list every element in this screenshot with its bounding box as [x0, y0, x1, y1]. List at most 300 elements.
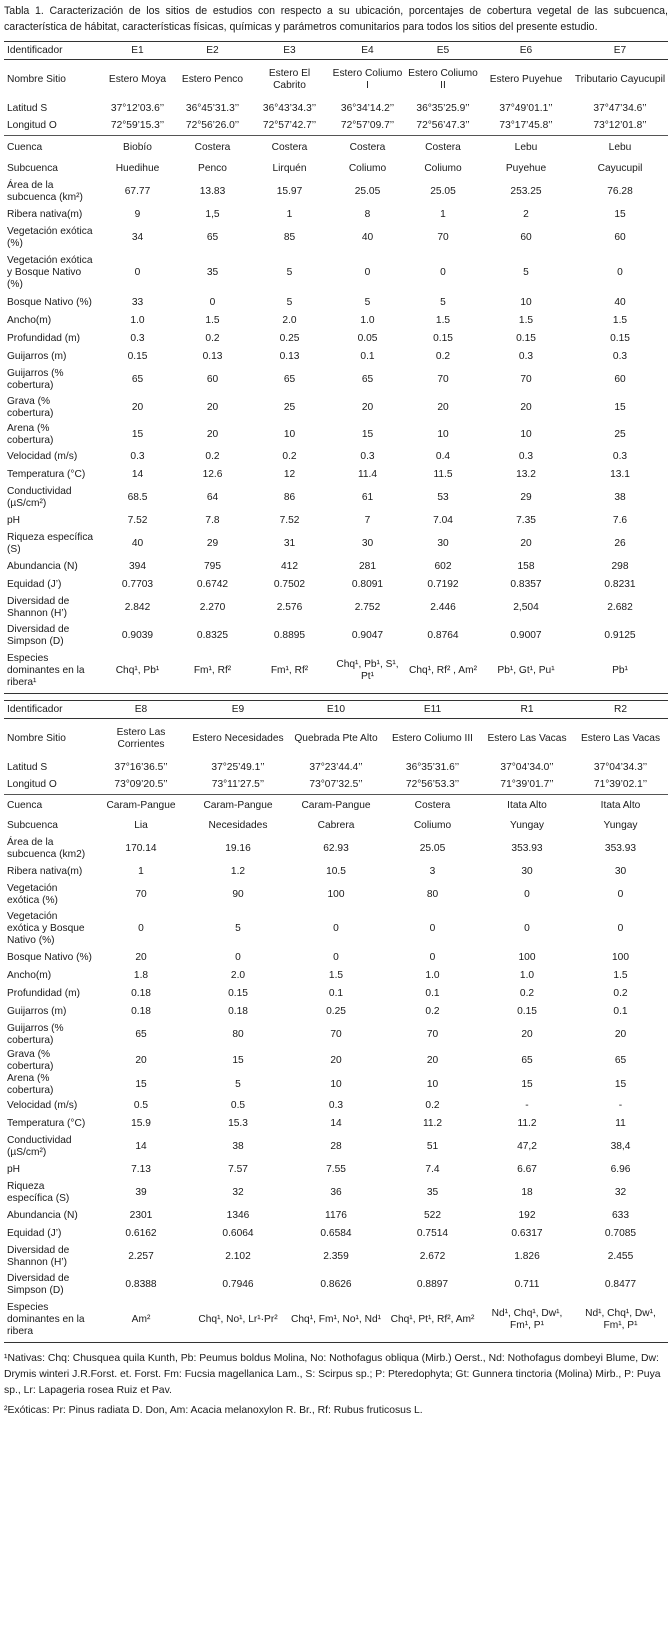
- table-cell: Estero Las Corrientes: [116, 726, 166, 750]
- table-row: [4, 1003, 668, 1021]
- table-cell: 7.04: [433, 514, 453, 526]
- table-cell: 0: [134, 266, 141, 278]
- row-label: Bosque Nativo (%): [7, 296, 92, 308]
- table-row: [4, 178, 668, 206]
- table-cell: 0.8895: [273, 629, 306, 641]
- table-cell: 1.5: [613, 969, 628, 981]
- table-cell: 7.55: [326, 1163, 346, 1175]
- table-cell: 36°35’31.6’’: [405, 761, 460, 773]
- table-row: [4, 466, 668, 484]
- table-cell: 0.7703: [121, 578, 154, 590]
- table-cell: 15: [131, 428, 144, 440]
- table-cell: 72°59’15.3’’: [110, 120, 165, 132]
- table-cell: 5: [523, 266, 529, 278]
- table-cell: 0.2: [282, 450, 297, 462]
- table-row: [4, 909, 668, 949]
- table-cell: 20: [614, 1028, 627, 1040]
- table-cell: 158: [517, 560, 535, 572]
- table-cell: 10: [520, 296, 532, 308]
- table-cell: Puyehue: [505, 162, 547, 174]
- table-cell: Fm¹, Rf²: [175, 650, 250, 694]
- table-cell: 14: [330, 1117, 342, 1129]
- table-cell: 15: [135, 1078, 147, 1090]
- table-cell: 60: [614, 231, 626, 243]
- table-cell: Costera: [250, 136, 329, 160]
- row-label: Especies dominantes en la ribera¹: [4, 650, 100, 694]
- table-row: [4, 366, 668, 394]
- table-part-2: [4, 700, 668, 1343]
- table-cell: Biobío: [100, 136, 175, 160]
- table-row: [4, 448, 668, 466]
- table-cell: 0.7946: [222, 1278, 254, 1290]
- row-label: Equidad (J’): [7, 578, 62, 590]
- header-row: [4, 701, 668, 719]
- table-row: [4, 484, 668, 512]
- table-cell: 40: [614, 296, 626, 308]
- table-row: [4, 1243, 668, 1271]
- row-label: Cuenca: [4, 795, 94, 817]
- table-cell: 0.8388: [125, 1278, 157, 1290]
- table-cell: 20: [361, 401, 374, 413]
- table-cell: 72°56’47.3’’: [416, 120, 470, 132]
- table-cell: Coliumo: [413, 819, 452, 831]
- row-label: Longitud O: [7, 779, 57, 791]
- column-header: R2: [573, 701, 668, 719]
- table-cell: 0.6162: [125, 1227, 157, 1239]
- table-cell: 0.7085: [604, 1227, 637, 1239]
- table-cell: 0: [429, 922, 436, 934]
- table-cell: 15.9: [131, 1117, 151, 1129]
- table-cell: 0.7514: [416, 1227, 449, 1239]
- table-cell: 0.8357: [510, 578, 542, 590]
- table-cell: 2.0: [282, 314, 297, 326]
- table-cell: 795: [204, 560, 221, 572]
- table-cell: 13.83: [199, 185, 226, 197]
- table-cell: 1.5: [518, 314, 534, 326]
- table-cell: 32: [232, 1186, 244, 1198]
- table-cell: 80: [232, 1028, 244, 1040]
- table-cell: Estero Las Vacas: [487, 732, 567, 744]
- table-cell: Necesidades: [208, 819, 268, 831]
- table-cell: 32: [614, 1186, 627, 1198]
- table-cell: 0.3: [328, 1099, 344, 1111]
- table-cell: Estero Necesidades: [192, 732, 284, 744]
- table-cell: 0.05: [357, 332, 378, 344]
- table-cell: 15: [521, 1078, 533, 1090]
- table-cell: 0: [333, 951, 339, 963]
- table-cell: 34: [131, 231, 144, 243]
- table-cell: 13.2: [516, 468, 536, 480]
- row-label: Guijarros (% cobertura): [7, 1022, 64, 1046]
- footnotes: [4, 1351, 668, 1419]
- table-cell: 2.842: [124, 601, 151, 613]
- table-cell: Caram-Pangue: [188, 795, 288, 817]
- table-cell: 60: [520, 231, 532, 243]
- table-cell: 65: [521, 1054, 533, 1066]
- footnote-exoticas: [4, 1403, 668, 1419]
- table-cell: 15: [614, 401, 626, 413]
- table-cell: 71°39’02.1’’: [593, 779, 648, 791]
- table-cell: 70: [437, 231, 449, 243]
- table-cell: Lebu: [572, 136, 668, 160]
- table-cell: 30: [437, 537, 449, 549]
- document-page: [4, 3, 668, 1423]
- table-cell: 0.8231: [604, 578, 636, 590]
- table-cell: 33: [131, 296, 144, 308]
- table-cell: 0.3: [130, 332, 145, 344]
- table-row: [4, 252, 668, 294]
- table-cell: Coliumo: [348, 162, 387, 174]
- table-cell: 76.28: [607, 185, 633, 197]
- table-cell: 37°12’03.6’’: [110, 102, 165, 114]
- table-cell: Itata Alto: [481, 795, 573, 817]
- row-label: Velocidad (m/s): [7, 450, 78, 462]
- table-cell: 19.16: [225, 842, 251, 854]
- table-cell: 5: [364, 296, 371, 308]
- table-row: [4, 795, 668, 817]
- table-cell: 13.1: [610, 468, 630, 480]
- row-label: Subcuenca: [7, 819, 58, 831]
- table-cell: 0.9047: [351, 629, 384, 641]
- table-cell: 2.682: [607, 601, 633, 613]
- table-cell: 38: [614, 491, 626, 503]
- header-label: Identificador: [4, 42, 100, 60]
- table-cell: 73°09’20.5’’: [114, 779, 168, 791]
- table-cell: 1176: [325, 1209, 347, 1221]
- table-1-body: [4, 60, 668, 694]
- table-cell: 2.270: [199, 601, 226, 613]
- table-cell: 20: [135, 951, 147, 963]
- table-cell: 6.67: [517, 1163, 537, 1175]
- table-cell: 0.8626: [320, 1278, 352, 1290]
- table-row: [4, 622, 668, 650]
- table-cell: 0.13: [202, 350, 223, 362]
- table-cell: 0.2: [205, 450, 220, 462]
- table-cell: 25.05: [354, 185, 381, 197]
- table-cell: -: [525, 1099, 529, 1111]
- table-cell: 61: [361, 491, 374, 503]
- row-label: Profundidad (m): [7, 332, 81, 344]
- table-row: [4, 817, 668, 835]
- table-cell: 5: [286, 266, 293, 278]
- table-cell: 36°45’31.3’’: [185, 102, 240, 114]
- table-cell: 2.359: [323, 1250, 349, 1262]
- table-2-header: [4, 701, 668, 719]
- table-row: [4, 719, 668, 759]
- table-row: [4, 100, 668, 118]
- table-cell: 1,5: [205, 208, 220, 220]
- table-cell: 0.6064: [222, 1227, 254, 1239]
- table-cell: Pb¹, Gt¹, Pu¹: [480, 650, 572, 694]
- table-cell: Nd¹, Chq¹, Dw¹, Fm¹, P¹: [481, 1299, 573, 1343]
- table-cell: 412: [281, 560, 298, 572]
- row-label: Diversidad de Shannon (H’): [7, 1244, 70, 1268]
- table-cell: 80: [426, 888, 439, 900]
- table-cell: 1: [286, 208, 293, 220]
- table-cell: 0.8477: [604, 1278, 637, 1290]
- table-cell: 20: [131, 401, 144, 413]
- row-label: Nombre Sitio: [7, 732, 66, 744]
- table-row: [4, 881, 668, 909]
- table-cell: 15.3: [228, 1117, 248, 1129]
- column-header: E1: [100, 42, 175, 60]
- table-row: [4, 160, 668, 178]
- table-cell: Costera: [329, 136, 406, 160]
- row-label: Cuenca: [4, 136, 100, 160]
- row-label: Vegetación exótica y Bosque Nativo (%): [7, 254, 93, 290]
- table-cell: 0.25: [279, 332, 300, 344]
- table-cell: 2: [523, 208, 529, 220]
- table-cell: 0.2: [205, 332, 220, 344]
- table-cell: 11.5: [433, 468, 453, 480]
- table-cell: Chq¹, No¹, Lr¹·Pr²: [188, 1299, 288, 1343]
- table-cell: 71°39’01.7’’: [500, 779, 554, 791]
- table-row: [4, 576, 668, 594]
- table-cell: 2.455: [607, 1250, 634, 1262]
- row-label: Conductividad (µS/cm²): [7, 1134, 72, 1158]
- table-cell: 0.1: [425, 987, 440, 999]
- table-cell: 2.446: [430, 601, 456, 613]
- table-cell: 35: [426, 1186, 439, 1198]
- table-cell: 12.6: [202, 468, 223, 480]
- table-cell: 0.2: [435, 350, 451, 362]
- table-cell: 70: [520, 373, 532, 385]
- row-label: Grava (% cobertura): [7, 395, 54, 419]
- table-cell: 0.2: [519, 987, 535, 999]
- header-row: [4, 42, 668, 60]
- table-cell: 1.2: [230, 865, 246, 877]
- table-cell: 9: [134, 208, 141, 220]
- table-cell: 2301: [129, 1209, 153, 1221]
- table-cell: 1.5: [205, 314, 220, 326]
- table-cell: 2.576: [276, 601, 303, 613]
- row-label: Ribera nativa(m): [7, 208, 83, 220]
- table-cell: 170.14: [125, 842, 157, 854]
- table-cell: 0.6317: [511, 1227, 543, 1239]
- table-cell: 353.93: [511, 842, 543, 854]
- table-cell: 7.52: [279, 514, 300, 526]
- table-cell: 15: [614, 208, 626, 220]
- table-cell: Chq¹, Fm¹, No¹, Nd¹: [288, 1299, 384, 1343]
- table-cell: 192: [518, 1209, 536, 1221]
- table-cell: 0.1: [360, 350, 375, 362]
- table-cell: 67.77: [124, 185, 151, 197]
- table-cell: 0.1: [328, 987, 344, 999]
- table-cell: 2.752: [354, 601, 381, 613]
- table-1-header: [4, 42, 668, 60]
- table-cell: Lebu: [480, 136, 572, 160]
- table-cell: Estero Puyehue: [489, 73, 563, 85]
- table-cell: Penco: [198, 162, 227, 174]
- table-cell: 40: [361, 231, 374, 243]
- table-row: [4, 1207, 668, 1225]
- table-row: [4, 1225, 668, 1243]
- table-cell: 29: [520, 491, 532, 503]
- table-cell: 72°57’42.7’’: [262, 120, 317, 132]
- table-row: [4, 863, 668, 881]
- table-cell: 1.8: [133, 969, 149, 981]
- table-cell: 10: [426, 1078, 439, 1090]
- table-cell: 37°23’44.4’’: [309, 761, 363, 773]
- table-cell: 5: [235, 1078, 241, 1090]
- row-label: Riqueza específica (S): [7, 1180, 70, 1204]
- table-cell: 0.9125: [604, 629, 636, 641]
- table-cell: 522: [424, 1209, 441, 1221]
- table-cell: 12: [283, 468, 296, 480]
- row-label: Vegetación exótica (%): [7, 882, 58, 906]
- table-cell: Estero El Cabrito: [268, 67, 311, 91]
- table-row: [4, 650, 668, 694]
- table-cell: 0.7502: [273, 578, 306, 590]
- column-header: E5: [406, 42, 480, 60]
- table-cell: 65: [131, 373, 144, 385]
- table-row: [4, 777, 668, 795]
- table-cell: 0: [138, 922, 144, 934]
- table-cell: Coliumo: [424, 162, 462, 174]
- table-cell: 47,2: [517, 1140, 537, 1152]
- table-cell: 60: [614, 373, 626, 385]
- table-cell: 2.672: [419, 1250, 446, 1262]
- table-cell: Costera: [406, 136, 480, 160]
- table-row: [4, 530, 668, 558]
- table-cell: Estero Coliumo I: [332, 67, 403, 91]
- table-cell: 0.15: [516, 332, 536, 344]
- table-cell: 20: [437, 401, 449, 413]
- table-cell: -: [618, 1099, 623, 1111]
- table-cell: 73°12’01.8’’: [593, 120, 647, 132]
- table-cell: Pb¹: [572, 650, 668, 694]
- table-cell: 37°16’36.5’’: [114, 761, 168, 773]
- table-2-body: [4, 719, 668, 1343]
- table-cell: 65: [206, 231, 219, 243]
- table-cell: 37°04’34.3’’: [593, 761, 648, 773]
- table-cell: 2.102: [225, 1250, 251, 1262]
- table-cell: Caram-Pangue: [94, 795, 188, 817]
- table-cell: 7.57: [228, 1163, 248, 1175]
- row-label: Bosque Nativo (%): [7, 951, 92, 963]
- table-cell: 65: [614, 1054, 627, 1066]
- table-cell: 31: [283, 537, 296, 549]
- table-cell: Huedihue: [115, 162, 160, 174]
- footnote-nativas-text: Chq: Chusquea quila Kunth, Pb: Peumus boldus Molina, No: Nothofagus obliqua (Mirb.) Oerst., Nd: Nothofagus dombeyi Blume, Dw: Drymis winteri J.R.Forst. et. Forst. Fm: Fucsia magellanica Lam., S: Scirpus sp.; P: Pteredophyta; Gt: Gunnera tinctoria (Molina) Mirb., P: Puya sp., Lr: Lapageria rosea Ruiz et Pav.: [4, 1353, 661, 1396]
- table-row: [4, 1049, 668, 1073]
- table-cell: Lirquén: [272, 162, 307, 174]
- table-cell: Cabrera: [317, 819, 355, 831]
- table-cell: 0: [440, 266, 446, 278]
- table-cell: 0: [617, 888, 624, 900]
- footnote-nativas-label: ¹Nativas:: [4, 1353, 48, 1364]
- table-row: [4, 394, 668, 422]
- table-cell: Yungay: [510, 819, 544, 831]
- table-cell: 3: [429, 865, 436, 877]
- table-cell: 65: [283, 373, 296, 385]
- row-label: Longitud O: [7, 120, 57, 132]
- table-cell: 7.35: [516, 514, 536, 526]
- table-cell: 65: [361, 373, 374, 385]
- table-cell: 72°57’09.7’’: [340, 120, 395, 132]
- row-label: Vegetación exótica y Bosque Nativo (%): [7, 910, 85, 946]
- table-cell: 10: [283, 428, 296, 440]
- row-label: Guijarros (m): [7, 350, 67, 362]
- row-label: Nombre Sitio: [7, 73, 66, 85]
- row-label: Guijarros (% cobertura): [7, 367, 64, 391]
- column-header: E4: [329, 42, 406, 60]
- table-cell: 25.05: [419, 842, 446, 854]
- table-cell: 0.15: [517, 1005, 537, 1017]
- table-cell: Chq¹, Pb¹, S¹, Pt¹: [329, 650, 406, 694]
- row-label: Equidad (J’): [7, 1227, 62, 1239]
- table-cell: 11: [615, 1117, 626, 1129]
- table-cell: 7.13: [131, 1163, 151, 1175]
- table-cell: Chq¹, Pb¹: [100, 650, 175, 694]
- table-row: [4, 330, 668, 348]
- table-cell: 73°11’27.5’’: [211, 779, 265, 791]
- table-cell: Costera: [175, 136, 250, 160]
- table-cell: 0: [524, 922, 530, 934]
- table-row: [4, 1133, 668, 1161]
- table-cell: 0: [364, 266, 371, 278]
- row-label: Vegetación exótica (%): [7, 225, 93, 249]
- table-cell: 0: [209, 296, 216, 308]
- table-cell: 28: [330, 1140, 342, 1152]
- table-row: [4, 1115, 668, 1133]
- table-row: [4, 294, 668, 312]
- table-cell: 2.0: [230, 969, 246, 981]
- table-cell: 72°56’53.3’’: [405, 779, 460, 791]
- table-cell: Quebrada Pte Alto: [294, 732, 378, 744]
- table-cell: 8: [364, 208, 371, 220]
- table-cell: 0.711: [514, 1278, 540, 1290]
- table-cell: 0.3: [360, 450, 375, 462]
- column-header: E10: [288, 701, 384, 719]
- table-cell: 11.2: [422, 1117, 443, 1129]
- table-cell: 0.1: [613, 1005, 628, 1017]
- table-cell: Cayucupil: [597, 162, 643, 174]
- table-cell: 0.25: [326, 1005, 346, 1017]
- table-cell: 5: [440, 296, 446, 308]
- table-cell: 20: [206, 428, 219, 440]
- table-cell: 0.13: [279, 350, 300, 362]
- table-cell: 38,4: [610, 1140, 631, 1152]
- table-cell: 353.93: [604, 842, 637, 854]
- table-row: [4, 1073, 668, 1097]
- table-cell: 11.4: [357, 468, 378, 480]
- row-label: Riqueza específica (S): [7, 531, 94, 555]
- table-cell: 15: [614, 1078, 627, 1090]
- table-row: [4, 348, 668, 366]
- table-cell: Estero Coliumo III: [392, 732, 473, 744]
- table-cell: 60: [206, 373, 219, 385]
- table-cell: 25: [614, 428, 626, 440]
- row-label: Área de la subcuenca (km²): [7, 179, 83, 203]
- table-cell: 62.93: [323, 842, 349, 854]
- column-header: E6: [480, 42, 572, 60]
- table-cell: 1: [138, 865, 144, 877]
- table-cell: 20: [426, 1054, 439, 1066]
- table-cell: Am²: [94, 1299, 188, 1343]
- table-cell: 100: [518, 951, 536, 963]
- table-cell: 30: [614, 865, 627, 877]
- table-cell: 2,504: [513, 601, 539, 613]
- table-cell: 0: [235, 951, 241, 963]
- table-cell: Estero Coliumo II: [408, 67, 478, 91]
- table-row: [4, 60, 668, 100]
- table-cell: 39: [135, 1186, 147, 1198]
- row-label: Grava (% cobertura): [7, 1048, 54, 1072]
- table-cell: 86: [283, 491, 296, 503]
- table-cell: 65: [135, 1028, 147, 1040]
- table-cell: 0.8897: [416, 1278, 449, 1290]
